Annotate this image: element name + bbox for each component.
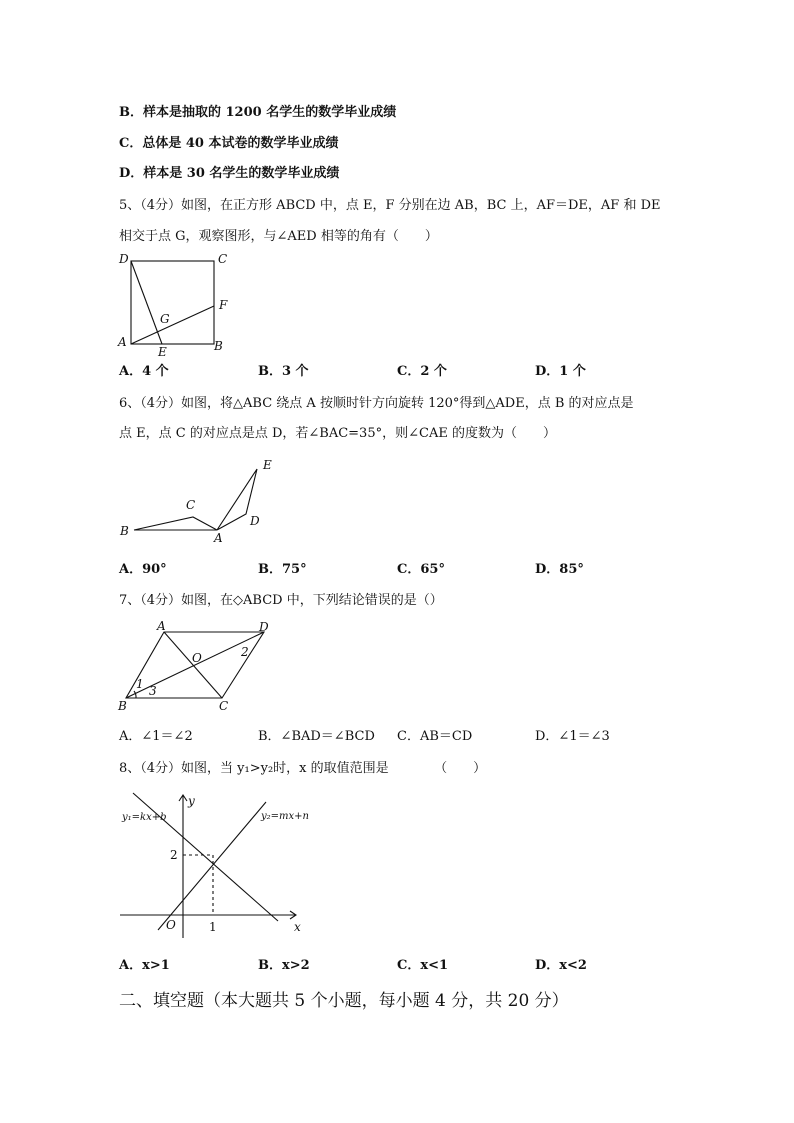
label-o: O [192, 651, 202, 665]
label-a: A [157, 619, 166, 633]
label-b: B [118, 699, 127, 713]
q6-option-a[interactable]: A．90° [119, 562, 167, 577]
label-f: F [219, 298, 228, 312]
label-one: 1 [209, 920, 217, 934]
q5-option-c[interactable]: C．2 个 [397, 364, 447, 379]
q7-option-b[interactable]: B．∠BAD＝∠BCD [258, 729, 375, 744]
diagonal-ac [164, 632, 222, 698]
q8-option-c[interactable]: C．x<1 [397, 958, 449, 973]
q5-option-b[interactable]: B．3 个 [258, 364, 309, 379]
label-b: B [120, 524, 129, 538]
label-d: D [250, 514, 260, 528]
q8-graph-figure [118, 790, 318, 940]
label-a: A [214, 531, 223, 545]
square-abcd [131, 261, 214, 344]
q5-option-a[interactable]: A．4 个 [119, 364, 169, 379]
label-x: x [294, 920, 301, 934]
q6-option-d[interactable]: D．85° [535, 562, 584, 577]
label-e: E [158, 345, 167, 359]
q5-stem-line1: 5、（4分）如图，在正方形 ABCD 中，点 E，F 分别在边 AB，BC 上，AF＝DE，AF 和 DE [119, 198, 661, 213]
q5-stem-line2: 相交于点 G，观察图形，与∠AED 相等的角有（ ） [119, 229, 438, 244]
section-two-heading: 二、填空题（本大题共 5 个小题，每小题 4 分，共 20 分） [119, 991, 569, 1011]
label-b: B [214, 339, 223, 353]
q5-square-figure [112, 250, 242, 360]
q6-stem-line2: 点 E，点 C 的对应点是点 D，若∠BAC=35°，则∠CAE 的度数为（ ） [119, 426, 556, 441]
q4-option-b: B．样本是抽取的 1200 名学生的数学毕业成绩 [119, 105, 397, 120]
segment-af [131, 306, 214, 344]
label-e: E [263, 458, 272, 472]
q6-option-b[interactable]: B．75° [258, 562, 307, 577]
q7-stem: 7、（4分）如图，在◇ABCD 中，下列结论错误的是（） [119, 593, 443, 608]
q7-parallelogram-figure [114, 618, 284, 713]
q6-rotation-figure [116, 455, 296, 545]
label-y1: y₁=kx+b [122, 812, 167, 823]
q8-stem: 8、（4分）如图，当 y₁>y₂时，x 的取值范围是 （ ） [119, 761, 487, 776]
label-c: C [218, 252, 228, 266]
label-origin: O [166, 918, 176, 932]
q5-option-d[interactable]: D．1 个 [535, 364, 586, 379]
q6-stem-line1: 6、（4分）如图，将△ABC 绕点 A 按顺时针方向旋转 120°得到△ADE，点 B 的对应点是 [119, 396, 634, 411]
label-d: D [259, 620, 269, 634]
label-c: C [219, 699, 229, 713]
label-1: 1 [136, 677, 144, 691]
label-y2: y₂=mx+n [261, 811, 309, 822]
q4-option-c: C．总体是 40 本试卷的数学毕业成绩 [119, 136, 339, 151]
label-two: 2 [170, 848, 178, 862]
q4-option-d: D．样本是 30 名学生的数学毕业成绩 [119, 166, 340, 181]
q6-option-c[interactable]: C．65° [397, 562, 445, 577]
label-g: G [160, 312, 170, 326]
label-2: 2 [241, 645, 249, 659]
label-y: y [188, 794, 195, 808]
q7-option-a[interactable]: A．∠1＝∠2 [119, 729, 193, 744]
label-3: 3 [149, 684, 157, 698]
q8-option-a[interactable]: A．x>1 [119, 958, 170, 973]
label-c: C [186, 498, 196, 512]
q8-option-b[interactable]: B．x>2 [258, 958, 310, 973]
triangle-abc [134, 517, 217, 530]
label-a: A [118, 335, 127, 349]
q7-option-d[interactable]: D．∠1＝∠3 [535, 729, 610, 744]
q7-option-c[interactable]: C．AB＝CD [397, 729, 473, 744]
label-d: D [119, 252, 129, 266]
q8-option-d[interactable]: D．x<2 [535, 958, 587, 973]
line-y2 [158, 802, 266, 930]
